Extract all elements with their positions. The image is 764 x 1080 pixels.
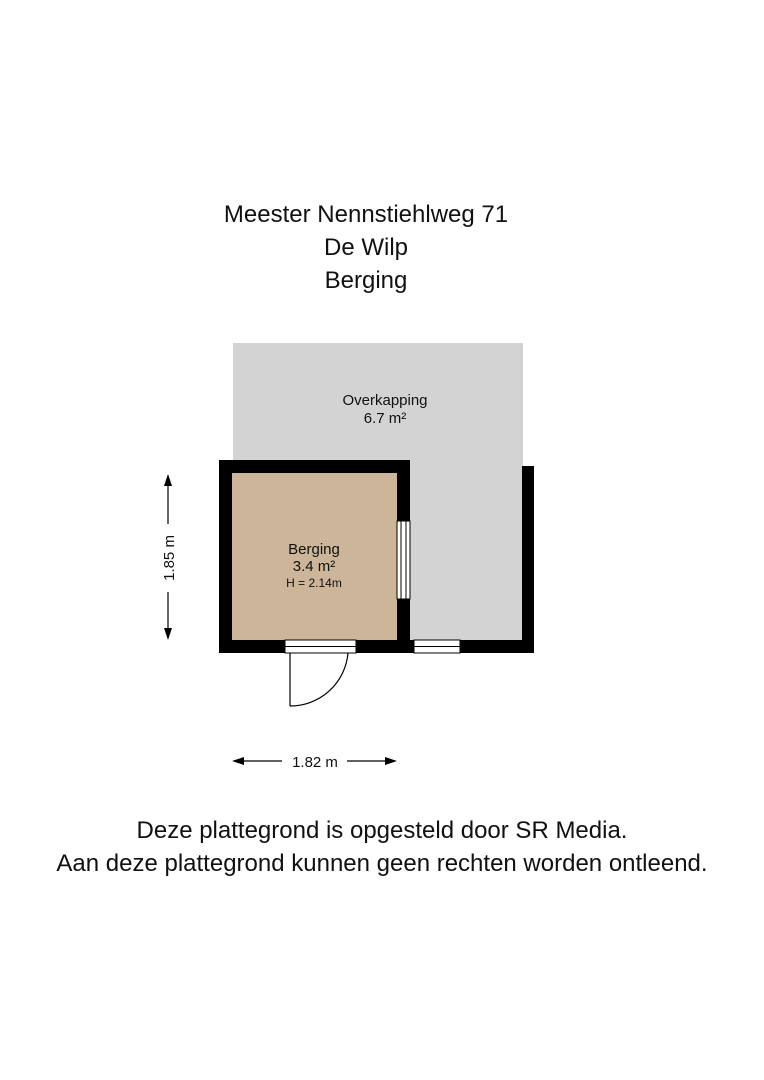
berging-door bbox=[285, 640, 356, 706]
vertical-dimension-label: 1.85 m bbox=[161, 535, 178, 581]
overkapping-area-label: 6.7 m² bbox=[363, 410, 407, 427]
disclaimer-line-1: Deze plattegrond is opgesteld door SR Media. bbox=[136, 817, 628, 844]
horizontal-dimension-label: 1.82 m bbox=[292, 754, 338, 771]
city-title: De Wilp bbox=[323, 234, 408, 261]
floor-title: Berging bbox=[324, 267, 408, 294]
overkapping-name: Overkapping bbox=[342, 392, 428, 409]
berging-height-label: H = 2.14m bbox=[286, 576, 342, 590]
berging-name: Berging bbox=[288, 541, 340, 558]
overkapping-opening bbox=[414, 640, 460, 653]
berging-area-label: 3.4 m² bbox=[292, 558, 336, 575]
disclaimer bbox=[0, 814, 764, 880]
disclaimer-line-2: Aan deze plattegrond kunnen geen rechten worden ontleend. bbox=[56, 850, 708, 877]
berging-window bbox=[397, 521, 410, 599]
address-title: Meester Nennstiehlweg 71 bbox=[223, 201, 509, 228]
